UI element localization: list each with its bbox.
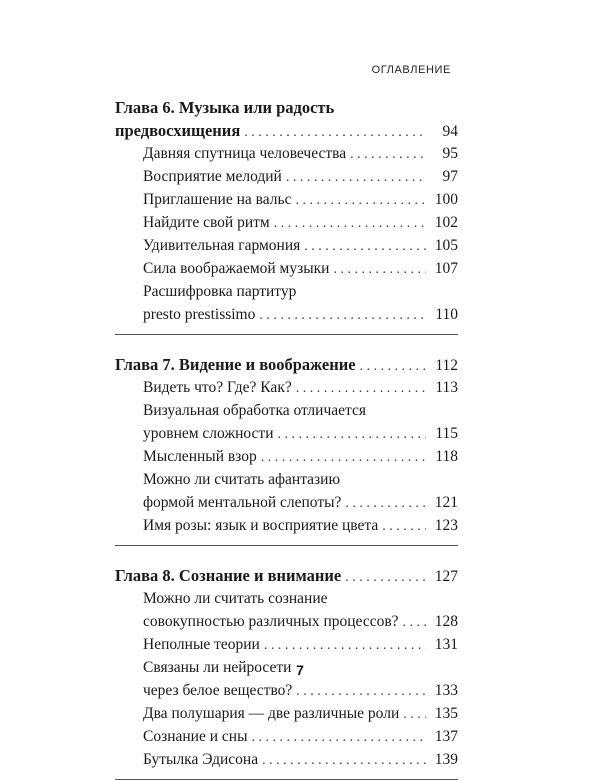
toc-entry[interactable]: [115, 514, 458, 537]
toc-entry[interactable]: [115, 165, 458, 188]
toc-entry[interactable]: [115, 234, 458, 257]
chapter-7: [115, 347, 458, 546]
toc-entry[interactable]: [115, 257, 458, 280]
leader-dots: [259, 304, 426, 327]
leader-dots: [244, 121, 426, 144]
leader-dots: [286, 166, 426, 189]
toc-entry[interactable]: [115, 422, 458, 445]
entry-title: Имя розы: язык и восприятие цвета: [143, 517, 379, 534]
entry-title: Видеть что? Где? Как?: [143, 379, 292, 396]
page-number: 112: [435, 357, 458, 374]
toc-entry-line1: [115, 587, 458, 610]
entry-title: Неполные теории: [143, 636, 260, 653]
chapter-6: [115, 90, 458, 335]
leader-dots: [274, 212, 426, 235]
page-number: 128: [434, 613, 458, 630]
entry-title-cont: через белое вещество?: [143, 682, 293, 699]
leader-dots: [295, 189, 426, 212]
page-number: 118: [435, 448, 458, 465]
entry-title: Можно ли считать сознание: [143, 590, 328, 607]
page-number: 97: [442, 168, 458, 185]
toc-entry[interactable]: [115, 679, 458, 702]
toc-entry-chapter-7[interactable]: [115, 353, 458, 376]
chapter-title-line: [115, 96, 458, 119]
entry-title: Бутылка Эдисона: [143, 751, 259, 768]
entry-title: Удивительная гармония: [143, 237, 301, 254]
entry-title-cont: совокупностью различных процессов?: [143, 613, 399, 630]
entry-title: Сила воображаемой музыки: [143, 260, 330, 277]
chapter-title: Глава 6. Музыка или радость: [115, 98, 335, 117]
leader-dots: [350, 143, 426, 166]
leader-dots: [345, 492, 426, 515]
toc-entry-line1: [115, 280, 458, 303]
toc-entry[interactable]: [115, 303, 458, 326]
toc-entry-line1: [115, 399, 458, 422]
page-folio: 7: [296, 662, 304, 678]
entry-title: Два полушария — две различные роли: [143, 705, 400, 722]
entry-title: Восприятие мелодий: [143, 168, 282, 185]
entry-title: Визуальная обработка отличается: [143, 402, 366, 419]
entry-title: Сознание и сны: [143, 728, 248, 745]
leader-dots: [262, 749, 426, 772]
entry-title-cont: уровнем сложности: [143, 425, 274, 442]
toc-entry[interactable]: [115, 748, 458, 771]
page-number: 131: [434, 636, 458, 653]
chapter-title-cont: предвосхищения: [115, 121, 241, 140]
toc-entry-chapter-6[interactable]: [115, 119, 458, 142]
leader-dots: [278, 423, 427, 446]
leader-dots: [403, 611, 426, 634]
page-number: 102: [434, 214, 458, 231]
page-number: 137: [434, 728, 458, 745]
page-number: 105: [434, 237, 458, 254]
toc-entry[interactable]: [115, 725, 458, 748]
chapter-title: Глава 7. Видение и воображение: [115, 355, 356, 374]
entry-title-cont: формой ментальной слепоты?: [143, 494, 342, 511]
entry-title: Приглашение на вальс: [143, 191, 292, 208]
leader-dots: [403, 703, 426, 726]
toc-entry[interactable]: [115, 188, 458, 211]
toc-entry[interactable]: [115, 702, 458, 725]
page-number: 123: [434, 517, 458, 534]
page-number: 121: [434, 494, 458, 511]
toc-entry-line1: [115, 468, 458, 491]
entry-title: Мысленный взор: [143, 448, 257, 465]
leader-dots: [296, 680, 426, 703]
running-header: ОГЛАВЛЕНИЕ: [371, 64, 451, 76]
page-number: 95: [442, 145, 458, 162]
toc-entry[interactable]: [115, 633, 458, 656]
entry-title: Связаны ли нейросети: [143, 659, 292, 676]
page-number: 100: [434, 191, 458, 208]
toc-entry[interactable]: [115, 142, 458, 165]
entry-title: Можно ли считать афантазию: [143, 471, 341, 488]
leader-dots: [333, 258, 426, 281]
leader-dots: [360, 355, 426, 378]
leader-dots: [382, 515, 426, 538]
page-number: 133: [434, 682, 458, 699]
leader-dots: [264, 634, 426, 657]
chapter-title: Глава 8. Сознание и внимание: [115, 566, 342, 585]
page-number: 127: [434, 568, 458, 585]
toc-entry[interactable]: [115, 376, 458, 399]
leader-dots: [261, 446, 426, 469]
page-number: 110: [435, 306, 458, 323]
page-number: 135: [434, 705, 458, 722]
entry-title: Расшифровка партитур: [143, 283, 297, 300]
leader-dots: [296, 377, 426, 400]
leader-dots: [304, 235, 426, 258]
page-number: 139: [434, 751, 458, 768]
entry-title: Найдите свой ритм: [143, 214, 270, 231]
toc-entry[interactable]: [115, 211, 458, 234]
page-number: 113: [435, 379, 458, 396]
toc-entry[interactable]: [115, 491, 458, 514]
leader-dots: [345, 566, 426, 589]
toc-entry-chapter-8[interactable]: [115, 564, 458, 587]
page-number: 115: [435, 425, 458, 442]
leader-dots: [252, 726, 427, 749]
page-number: 107: [434, 260, 458, 277]
page-number: 94: [442, 123, 458, 140]
entry-title: Давняя спутница человечества: [143, 145, 347, 162]
entry-title-cont: presto prestissimo: [143, 306, 256, 323]
toc-entry[interactable]: [115, 610, 458, 633]
toc-entry[interactable]: [115, 445, 458, 468]
